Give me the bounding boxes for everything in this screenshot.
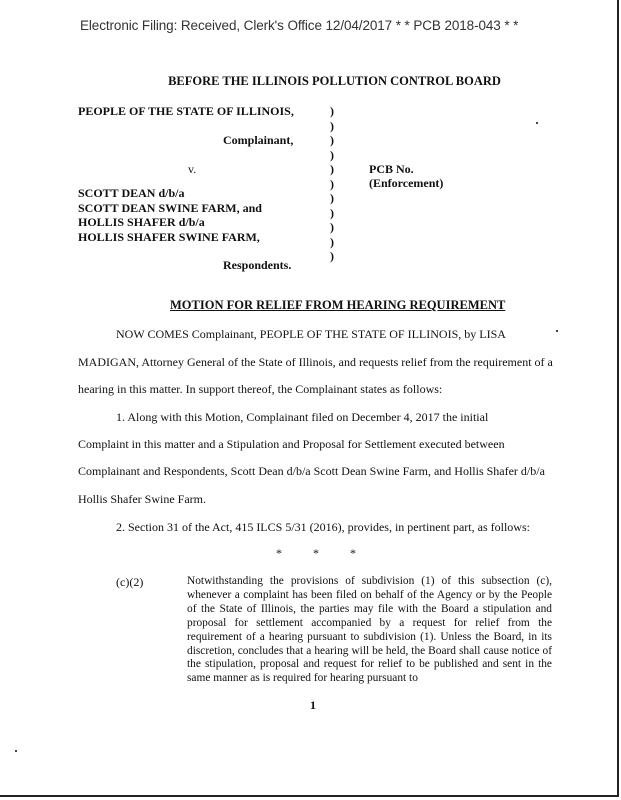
scan-speck [556,330,558,332]
caption-pcb-no: PCB No. [369,162,414,176]
page-number: 1 [310,698,316,712]
board-title: BEFORE THE ILLINOIS POLLUTION CONTROL BOARD [168,74,501,88]
caption-versus: v. [188,162,197,176]
body-line: 1. Along with this Motion, Complainant filed on December 4, 2017 the initial [116,410,489,424]
caption-plaintiff: PEOPLE OF THE STATE OF ILLINOIS, [78,104,294,118]
caption-respondents: Respondents. [223,258,292,272]
caption-respondent-line: HOLLIS SHAFER SWINE FARM, [78,230,260,244]
caption-respondent-line: HOLLIS SHAFER d/b/a [78,215,205,229]
caption-respondent-line: SCOTT DEAN SWINE FARM, and [78,201,262,215]
scan-speck [536,122,538,124]
body-line: Hollis Shafer Swine Farm. [78,492,206,506]
motion-title: MOTION FOR RELIEF FROM HEARING REQUIREMENT [170,298,506,312]
filing-stamp: Electronic Filing: Received, Clerk's Office 12/04/2017 * * PCB 2018-043 * * [80,18,519,33]
body-line: Complaint in this matter and a Stipulation and Proposal for Settlement executed between [78,437,505,451]
caption-complainant: Complainant, [223,133,294,147]
body-line: hearing in this matter. In support thereof, the Complainant states as follows: [78,382,443,396]
caption-parentheses: ) ) ) ) ) ) ) ) ) ) ) [330,104,334,263]
body-line: 2. Section 31 of the Act, 415 ILCS 5/31 (2016), provides, in pertinent part, as follows: [116,520,530,534]
body-line: Complainant and Respondents, Scott Dean d/b/a Scott Dean Swine Farm, and Hollis Shafer d/b/a [78,464,545,478]
quote-label: (c)(2) [116,575,144,589]
body-line: NOW COMES Complainant, PEOPLE OF THE STATE OF ILLINOIS, by LISA [116,327,506,341]
caption-respondent-line: SCOTT DEAN d/b/a [78,186,185,200]
body-line: MADIGAN, Attorney General of the State of Illinois, and requests relief from the requirement of a [78,355,553,369]
scan-speck [15,750,17,752]
caption-enforcement: (Enforcement) [369,176,444,190]
section-break-stars: * * * [276,546,356,560]
statute-quote: Notwithstanding the provisions of subdivision (1) of this subsection (c), whenever a complaint has been filed on behalf of the Agency or by the People of the State of Illinois, the parties may file with the Board a stipulation and proposal for settlement accompanied by a request for relief from the requirement of a hearing pursuant to subdivision (1). Unless the Board, in its discretion, concludes that a hearing will be held, the Board shall cause notice of the stipulation, proposal and request for relief to be published and sent in the same manner as is required for hearing pursuant to [187,575,552,685]
